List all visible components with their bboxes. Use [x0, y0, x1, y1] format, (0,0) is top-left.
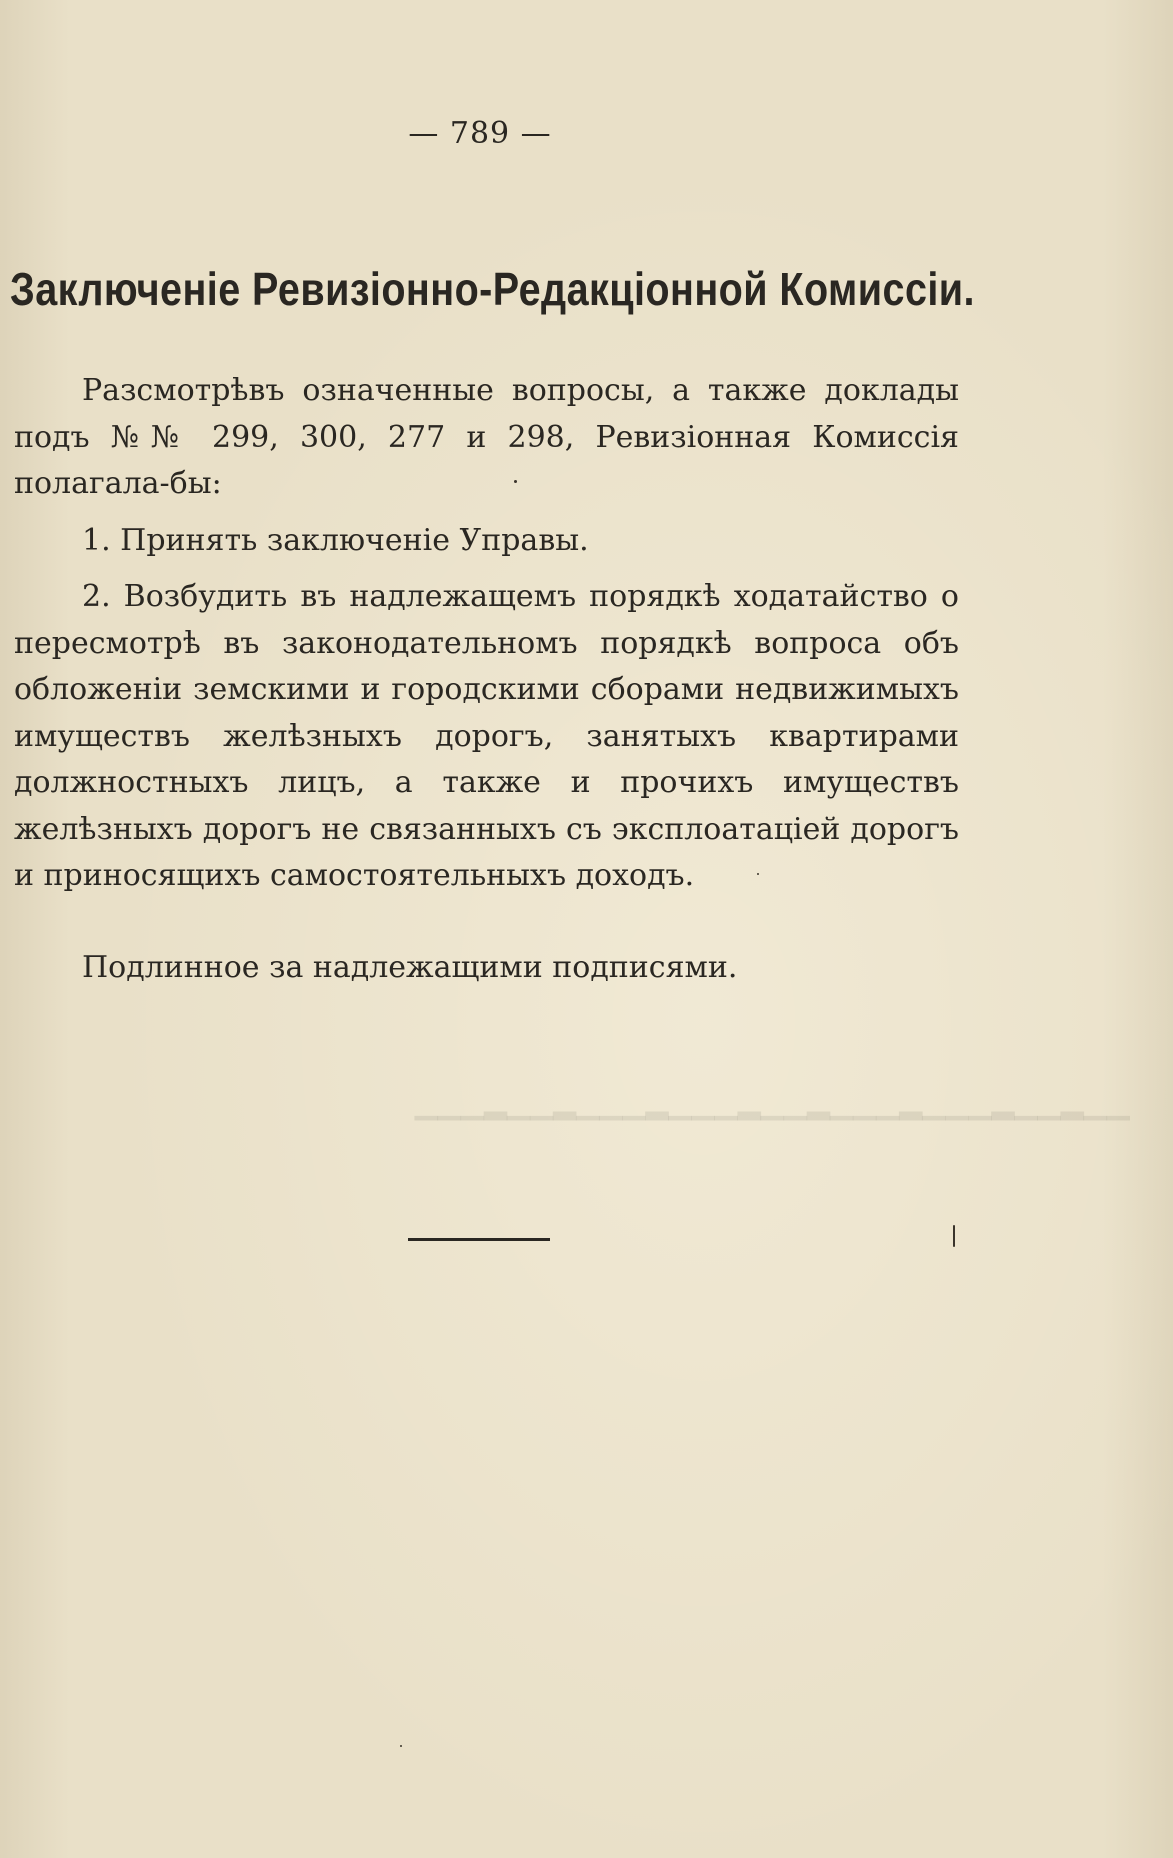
speck	[757, 873, 759, 875]
speck	[514, 480, 517, 483]
body-text	[14, 368, 959, 900]
paragraph-item-1: 1. Принять заключеніе Управы.	[82, 522, 589, 558]
end-rule	[408, 1238, 550, 1241]
bleed-through-texture: ▁▁▂▁▁▂▁▁▁▂▁▁▁▂▁▁▂▁▁▁▂▁▁▁▂▁▁▂▁▁▁	[414, 1086, 1130, 1121]
page-number: — 789 —	[408, 116, 552, 151]
section-heading: Заключеніе Ревизіонно-Редакціонной Комиссіи.	[10, 263, 975, 315]
paragraph-item-2: 2. Возбудить въ надлежащемъ порядкѣ ходатайство о пересмотрѣ въ законодательномъ порядкѣ вопроса объ обложеніи земскими и городскими сборами недвижимыхъ имуществъ желѣзныхъ дорогъ, занятыхъ квартирами должностныхъ лицъ, а также и прочихъ имуществъ желѣзныхъ дорогъ не связанныхъ съ эксплоатаціей дорогъ и приносящихъ самостоятельныхъ доходъ.	[14, 579, 959, 893]
speck	[953, 1225, 955, 1247]
paragraph-intro: Разсмотрѣвъ означенные вопросы, а также доклады подъ №№ 299, 300, 277 и 298, Ревизіонная Комиссія полагала-бы:	[14, 373, 959, 501]
speck	[400, 1745, 402, 1747]
closing-line: Подлинное за надлежащими подписями.	[82, 950, 738, 985]
